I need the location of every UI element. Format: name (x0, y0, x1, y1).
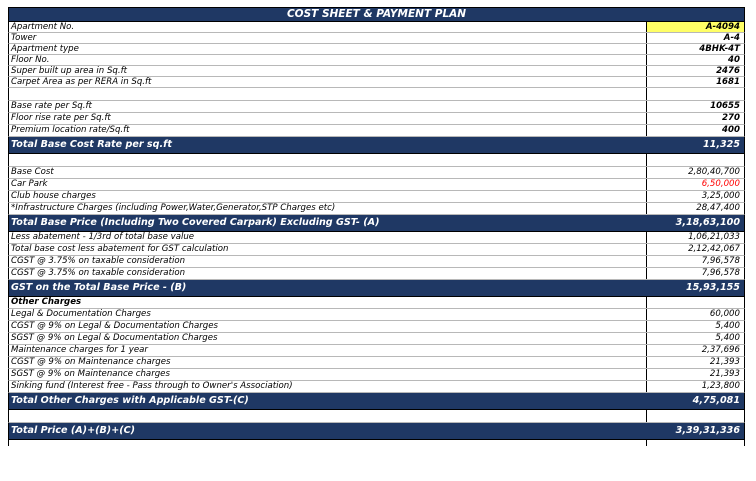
other-charges-heading: Other Charges (9, 297, 647, 308)
apartment-type-label: Apartment type (9, 44, 647, 54)
row-other-charges-heading (8, 297, 745, 309)
row-tower (8, 33, 745, 44)
car-park-label: Car Park (9, 179, 647, 190)
total-other-charges-value: 4,75,081 (692, 395, 740, 407)
legal-label: Legal & Documentation Charges (9, 309, 647, 320)
blank-row (8, 154, 745, 167)
cgst-label: CGST @ 3.75% on taxable consideration (9, 256, 647, 267)
grand-total-value: 3,39,31,336 (675, 425, 740, 437)
row-car-park (8, 179, 745, 191)
row-premium-location (8, 125, 745, 137)
blank-row (8, 88, 745, 101)
car-park-value: 6,50,000 (701, 179, 740, 190)
row-legal (8, 309, 745, 321)
total-base-price-label: Total Base Price (Including Two Covered Carpark) Excluding GST- (A) (9, 215, 647, 231)
floor-rise-label: Floor rise rate per Sq.ft (9, 113, 647, 124)
row-base-cost (8, 167, 745, 179)
row-cgst (8, 256, 745, 268)
base-rate-label: Base rate per Sq.ft (9, 101, 647, 112)
taxable-value-label: Total base cost less abatement for GST calculation (9, 244, 647, 255)
floor-rise-value: 270 (722, 113, 740, 124)
infrastructure-value: 28,47,400 (696, 203, 740, 214)
total-base-price-value: 3,18,63,100 (675, 217, 740, 229)
carpet-area-label: Carpet Area as per RERA in Sq.ft (9, 77, 647, 87)
row-total-gst (8, 280, 745, 297)
total-gst-value: 15,93,155 (685, 282, 740, 294)
row-total-base-price (8, 215, 745, 232)
apartment-no-label: Apartment No. (9, 22, 647, 32)
abatement-value: 1,06,21,033 (688, 232, 740, 243)
row-apartment-type (8, 44, 745, 55)
base-cost-label: Base Cost (9, 167, 647, 178)
super-area-value: 2476 (716, 66, 740, 76)
cgst-2-label: CGST @ 3.75% on taxable consideration (9, 268, 647, 279)
row-base-rate (8, 101, 745, 113)
total-other-charges-label: Total Other Charges with Applicable GST-(C) (9, 393, 647, 409)
row-super-area (8, 66, 745, 77)
row-sinking-fund (8, 381, 745, 393)
row-grand-total (8, 423, 745, 440)
row-taxable-value (8, 244, 745, 256)
apartment-type-value: 4BHK-4T (699, 44, 740, 54)
legal-sgst-label: SGST @ 9% on Legal & Documentation Charges (9, 333, 647, 344)
floor-value: 40 (728, 55, 740, 65)
maintenance-sgst-label: SGST @ 9% on Maintenance charges (9, 369, 647, 380)
maintenance-cgst-label: CGST @ 9% on Maintenance charges (9, 357, 647, 368)
super-area-label: Super built up area in Sq.ft (9, 66, 647, 76)
premium-location-value: 400 (722, 125, 740, 136)
cost-sheet-table (8, 7, 745, 446)
club-house-value: 3,25,000 (701, 191, 740, 202)
carpet-area-value: 1681 (716, 77, 740, 87)
cgst-value: 7,96,578 (701, 256, 740, 267)
row-maintenance-sgst (8, 369, 745, 381)
legal-cgst-label: CGST @ 9% on Legal & Documentation Charges (9, 321, 647, 332)
tower-value: A-4 (723, 33, 740, 43)
total-base-rate-value: 11,325 (702, 139, 740, 151)
sheet-title-row (8, 7, 745, 22)
base-cost-value: 2,80,40,700 (688, 167, 740, 178)
tower-label: Tower (9, 33, 647, 43)
maintenance-value: 2,37,696 (701, 345, 740, 356)
row-maintenance (8, 345, 745, 357)
cgst-2-value: 7,96,578 (701, 268, 740, 279)
row-floor (8, 55, 745, 66)
maintenance-sgst-value: 21,393 (709, 369, 740, 380)
row-legal-sgst (8, 333, 745, 345)
club-house-label: Club house charges (9, 191, 647, 202)
maintenance-label: Maintenance charges for 1 year (9, 345, 647, 356)
total-base-rate-label: Total Base Cost Rate per sq.ft (9, 137, 647, 153)
row-legal-cgst (8, 321, 745, 333)
row-infrastructure (8, 203, 745, 215)
maintenance-cgst-value: 21,393 (709, 357, 740, 368)
grand-total-label: Total Price (A)+(B)+(C) (9, 423, 647, 439)
abatement-label: Less abatement - 1/3rd of total base value (9, 232, 647, 243)
row-cgst-2 (8, 268, 745, 280)
premium-location-label: Premium location rate/Sq.ft (9, 125, 647, 136)
taxable-value-value: 2,12,42,067 (688, 244, 740, 255)
legal-sgst-value: 5,400 (715, 333, 740, 344)
row-total-other-charges (8, 393, 745, 410)
blank-row (8, 440, 745, 446)
row-floor-rise (8, 113, 745, 125)
base-rate-value: 10655 (710, 101, 740, 112)
infrastructure-label: *Infrastructure Charges (including Power,Water,Generator,STP Charges etc) (9, 203, 647, 214)
sinking-fund-value: 1,23,800 (701, 381, 740, 392)
sheet-title: COST SHEET & PAYMENT PLAN (286, 8, 467, 21)
row-abatement (8, 232, 745, 244)
floor-label: Floor No. (9, 55, 647, 65)
blank-row (8, 410, 745, 423)
row-carpet-area (8, 77, 745, 88)
legal-value: 60,000 (709, 309, 740, 320)
row-total-base-rate (8, 137, 745, 154)
row-apartment-no (8, 22, 745, 33)
sinking-fund-label: Sinking fund (Interest free - Pass through to Owner's Association) (9, 381, 647, 392)
row-club-house (8, 191, 745, 203)
row-maintenance-cgst (8, 357, 745, 369)
total-gst-label: GST on the Total Base Price - (B) (9, 280, 647, 296)
apartment-no-value[interactable]: A-4094 (647, 22, 744, 32)
legal-cgst-value: 5,400 (715, 321, 740, 332)
